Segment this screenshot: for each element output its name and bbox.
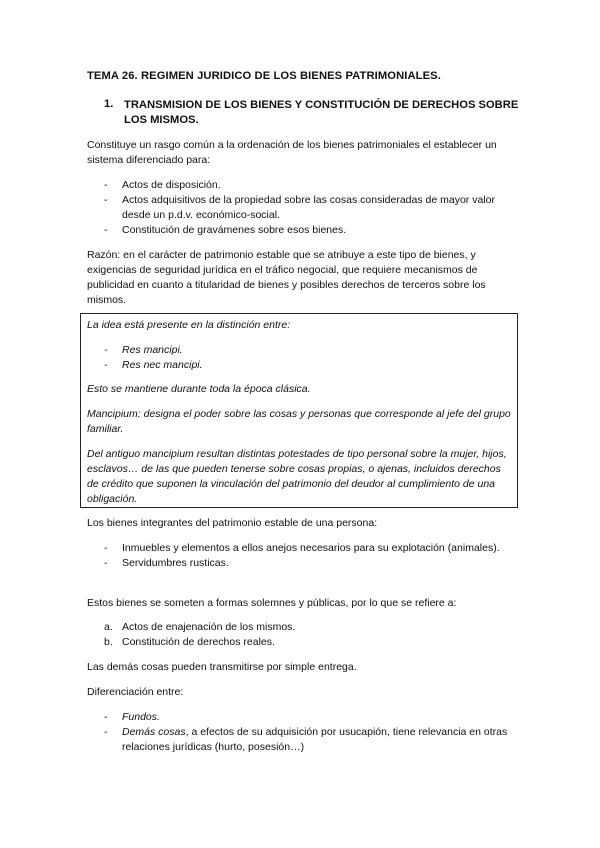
section-title: TRANSMISION DE LOS BIENES Y CONSTITUCIÓN DE DERECHOS SOBRE LOS MISMOS. xyxy=(124,99,519,126)
page-title: TEMA 26. REGIMEN JURIDICO DE LOS BIENES PATRIMONIALES. xyxy=(87,70,441,82)
list-item xyxy=(104,193,524,223)
list-item xyxy=(104,358,504,373)
bullet-marker: - xyxy=(104,359,108,371)
list-item-text: Actos adquisitivos de la propiedad sobre las cosas consideradas de mayor valor desde un p.d.v. económico-social. xyxy=(122,194,495,221)
list-item-term: Fundos. xyxy=(122,711,160,723)
list-item-text: Res nec mancipi. xyxy=(122,359,203,371)
list-item-text: Servidumbres rusticas. xyxy=(122,557,229,569)
box-paragraph-classic: Esto se mantiene durante toda la época clásica. xyxy=(87,383,311,395)
box-paragraph-mancipium: Mancipium: designa el poder sobre las cosas y personas que corresponde al jefe del grupo familiar. xyxy=(87,408,511,435)
list-letter: a. xyxy=(104,621,113,633)
list-letter: b. xyxy=(104,636,113,648)
bullet-marker: - xyxy=(104,194,108,206)
list-item-text: , a efectos de su adquisición por usucapión, tiene relevancia en otras relaciones jurídicas (hurto, posesión…) xyxy=(122,726,508,753)
razon-paragraph: Razón: en el carácter de patrimonio estable que se atribuye a este tipo de bienes, y exigencias de seguridad jurídica en el tráfico negocial, que requiere mecanismos de publicidad en cuanto a titularidad de bienes y posibles derechos de terceros sobre los mismos. xyxy=(87,249,486,306)
bullet-marker: - xyxy=(104,344,108,356)
list-item-text: Inmuebles y elementos a ellos anejos necesarios para su explotación (animales). xyxy=(122,542,500,554)
section-number: 1. xyxy=(104,98,114,110)
list-item-text: Constitución de derechos reales. xyxy=(122,636,275,648)
bienes-intro-paragraph: Los bienes integrantes del patrimonio estable de una persona: xyxy=(87,517,378,529)
entrega-paragraph: Las demás cosas pueden transmitirse por simple entrega. xyxy=(87,661,357,673)
mancipi-list xyxy=(104,343,504,373)
list-item-text: Actos de enajenación de los mismos. xyxy=(122,621,296,633)
bullet-marker: - xyxy=(104,726,108,738)
bullet-marker: - xyxy=(104,711,108,723)
box-intro: La idea está presente en la distinción entre: xyxy=(87,319,291,331)
bullet-marker: - xyxy=(104,542,108,554)
list-item-text: Res mancipi. xyxy=(122,344,183,356)
list-item xyxy=(104,223,524,238)
list-item xyxy=(104,620,524,635)
bullet-marker: - xyxy=(104,224,108,236)
intro-paragraph: Constituye un rasgo común a la ordenación de los bienes patrimoniales el establecer un sistema diferenciado para: xyxy=(87,139,497,166)
diferenciacion-list xyxy=(104,710,524,755)
list-item xyxy=(104,343,504,358)
solemnes-paragraph: Estos bienes se someten a formas solemnes y públicas, por lo que se refiere a: xyxy=(87,597,457,609)
list-item xyxy=(104,725,524,755)
list-item-text: Actos de disposición. xyxy=(122,179,221,191)
list-item xyxy=(104,710,524,725)
bullet-marker: - xyxy=(104,557,108,569)
list-item-text: Constitución de gravámenes sobre esos bienes. xyxy=(122,224,347,236)
bullet-marker: - xyxy=(104,179,108,191)
list-item xyxy=(104,178,524,193)
box-paragraph-potestades: Del antiguo mancipium resultan distintas potestades de tipo personal sobre la mujer, hijos, esclavos… de las que pueden tenerse sobre cosas propias, o ajenas, incluidos derechos de crédito que suponen la vinculación del patrimonio del deudor al cumplimiento de una obligación. xyxy=(87,448,507,505)
diferenciacion-paragraph: Diferenciación entre: xyxy=(87,686,184,698)
bienes-list xyxy=(104,541,524,571)
disposition-list xyxy=(104,178,524,238)
list-item xyxy=(104,556,524,571)
list-item xyxy=(104,635,524,650)
actos-list xyxy=(104,620,524,650)
list-item xyxy=(104,541,524,556)
callout-box xyxy=(80,313,518,508)
list-item-term: Demás cosas xyxy=(122,726,186,738)
